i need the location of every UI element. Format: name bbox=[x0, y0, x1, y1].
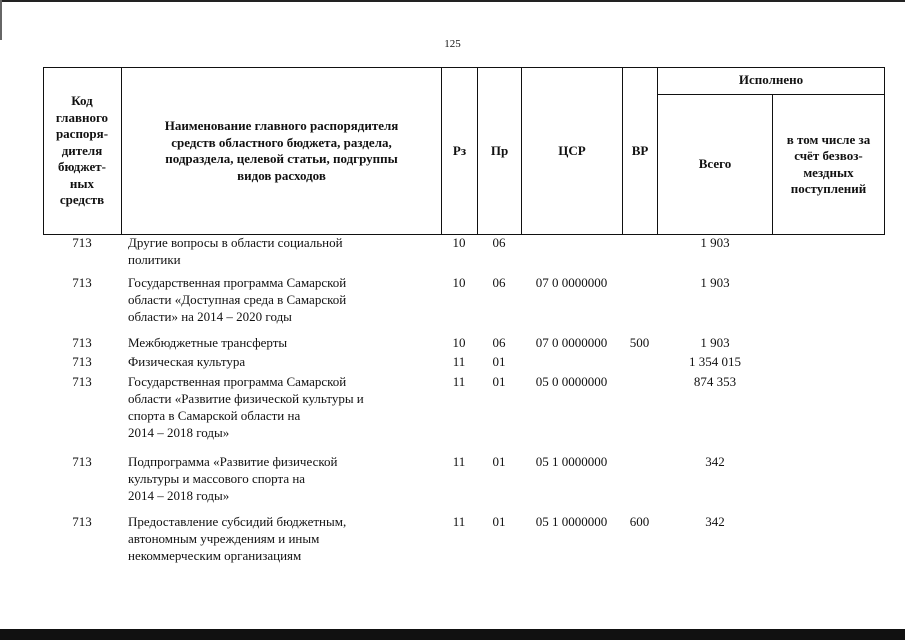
page-bottom-border bbox=[0, 629, 905, 640]
header-name bbox=[122, 67, 441, 235]
cell-vr: 600 bbox=[629, 514, 650, 529]
cell-csr: 05 0 0000000 bbox=[535, 374, 608, 389]
cell-pr: 06 bbox=[492, 235, 506, 250]
header-right-border bbox=[884, 67, 885, 235]
header-pr: Пр bbox=[490, 142, 509, 158]
cell-total: 1 354 015 bbox=[689, 354, 741, 369]
cell-pr: 01 bbox=[492, 454, 506, 469]
cell-name-line: области «Доступная среда в Самарской bbox=[128, 292, 347, 307]
cell-code: 713 bbox=[72, 374, 92, 389]
cell-total: 874 353 bbox=[693, 374, 737, 389]
cell-code: 713 bbox=[72, 275, 92, 290]
header-code-line: главного bbox=[55, 109, 109, 125]
cell-name bbox=[128, 373, 428, 441]
header-code-line: средств bbox=[59, 192, 105, 208]
cell-name-line: 2014 – 2018 годы» bbox=[128, 488, 230, 503]
cell-name-line: области» на 2014 – 2020 годы bbox=[128, 309, 292, 324]
cell-pr: 06 bbox=[492, 275, 506, 290]
header-vr: ВР bbox=[631, 142, 649, 158]
cell-csr: 05 1 0000000 bbox=[535, 514, 608, 529]
cell-rz: 11 bbox=[452, 454, 466, 469]
header-total: Всего bbox=[698, 156, 732, 172]
cell-pr: 01 bbox=[492, 354, 506, 369]
cell-csr: 07 0 0000000 bbox=[535, 335, 608, 350]
page-number: 125 bbox=[444, 38, 461, 50]
cell-name-line: 2014 – 2018 годы» bbox=[128, 425, 230, 440]
table-header bbox=[43, 67, 885, 235]
header-code-line: бюджет- bbox=[57, 159, 106, 175]
cell-name bbox=[128, 513, 428, 564]
cell-total: 342 bbox=[705, 514, 725, 529]
header-free-line: мездных bbox=[803, 164, 854, 180]
cell-rz: 11 bbox=[452, 354, 466, 369]
cell-rz: 10 bbox=[452, 235, 466, 250]
cell-total: 1 903 bbox=[700, 275, 730, 290]
cell-name-line: политики bbox=[128, 252, 181, 267]
header-name-line: средств областного бюджета, раздела, bbox=[171, 134, 392, 150]
cell-vr: 500 bbox=[629, 335, 650, 350]
cell-pr: 01 bbox=[492, 514, 506, 529]
header-name-line: подраздела, целевой статьи, подгруппы bbox=[165, 151, 398, 166]
header-free-line: в том числе за bbox=[786, 131, 871, 147]
header-code bbox=[43, 67, 121, 235]
cell-name-line: автономным учреждениям и иным bbox=[128, 531, 320, 546]
cell-csr: 05 1 0000000 bbox=[535, 454, 608, 469]
cell-rz: 11 bbox=[452, 514, 466, 529]
header-code-line: дителя bbox=[61, 142, 103, 158]
cell-rz: 10 bbox=[452, 275, 466, 290]
cell-name-line: некоммерческим организациям bbox=[128, 548, 302, 563]
cell-name bbox=[128, 334, 428, 351]
cell-name-line: Физическая культура bbox=[128, 354, 246, 369]
cell-name-line: спорта в Самарской области на bbox=[128, 408, 301, 423]
cell-name-line: Государственная программа Самарской bbox=[128, 275, 347, 290]
cell-pr: 06 bbox=[492, 335, 506, 350]
header-name-line: видов расходов bbox=[237, 167, 326, 183]
cell-total: 342 bbox=[705, 454, 725, 469]
cell-name-line: Другие вопросы в области социальной bbox=[128, 235, 343, 250]
cell-total: 1 903 bbox=[700, 235, 730, 250]
cell-name-line: области «Развитие физической культуры и bbox=[128, 391, 364, 406]
cell-name-line: Государственная программа Самарской bbox=[128, 374, 347, 389]
header-code-line: распоря- bbox=[55, 126, 109, 142]
cell-rz: 11 bbox=[452, 374, 466, 389]
cell-name bbox=[128, 274, 428, 325]
cell-name bbox=[128, 234, 428, 268]
cell-code: 713 bbox=[72, 514, 92, 529]
cell-pr: 01 bbox=[492, 374, 506, 389]
cell-code: 713 bbox=[72, 354, 92, 369]
header-code-line: ных bbox=[69, 175, 95, 191]
header-csr: ЦСР bbox=[558, 142, 586, 158]
cell-total: 1 903 bbox=[700, 335, 730, 350]
cell-name bbox=[128, 353, 428, 370]
header-free-line: счёт безвоз- bbox=[794, 148, 863, 163]
cell-rz: 10 bbox=[452, 335, 466, 350]
cell-code: 713 bbox=[72, 454, 92, 469]
cell-csr: 07 0 0000000 bbox=[535, 275, 608, 290]
header-name-line: Наименование главного распорядителя bbox=[164, 118, 399, 133]
cell-code: 713 bbox=[72, 235, 92, 250]
header-free-line: поступлений bbox=[790, 181, 867, 196]
header-executed: Исполнено bbox=[738, 72, 804, 88]
header-code-line: Код bbox=[71, 93, 93, 109]
cell-name-line: Подпрограмма «Развитие физической bbox=[128, 454, 338, 469]
cell-name-line: Предоставление субсидий бюджетным, bbox=[128, 514, 347, 529]
cell-code: 713 bbox=[72, 335, 92, 350]
cell-name bbox=[128, 453, 428, 504]
cell-name-line: Межбюджетные трансферты bbox=[128, 335, 288, 350]
header-free-receipts bbox=[773, 95, 884, 234]
page-top-border bbox=[0, 0, 905, 2]
page-left-edge bbox=[0, 0, 2, 40]
cell-name-line: культуры и массового спорта на bbox=[128, 471, 306, 486]
header-rz: Рз bbox=[452, 142, 467, 158]
